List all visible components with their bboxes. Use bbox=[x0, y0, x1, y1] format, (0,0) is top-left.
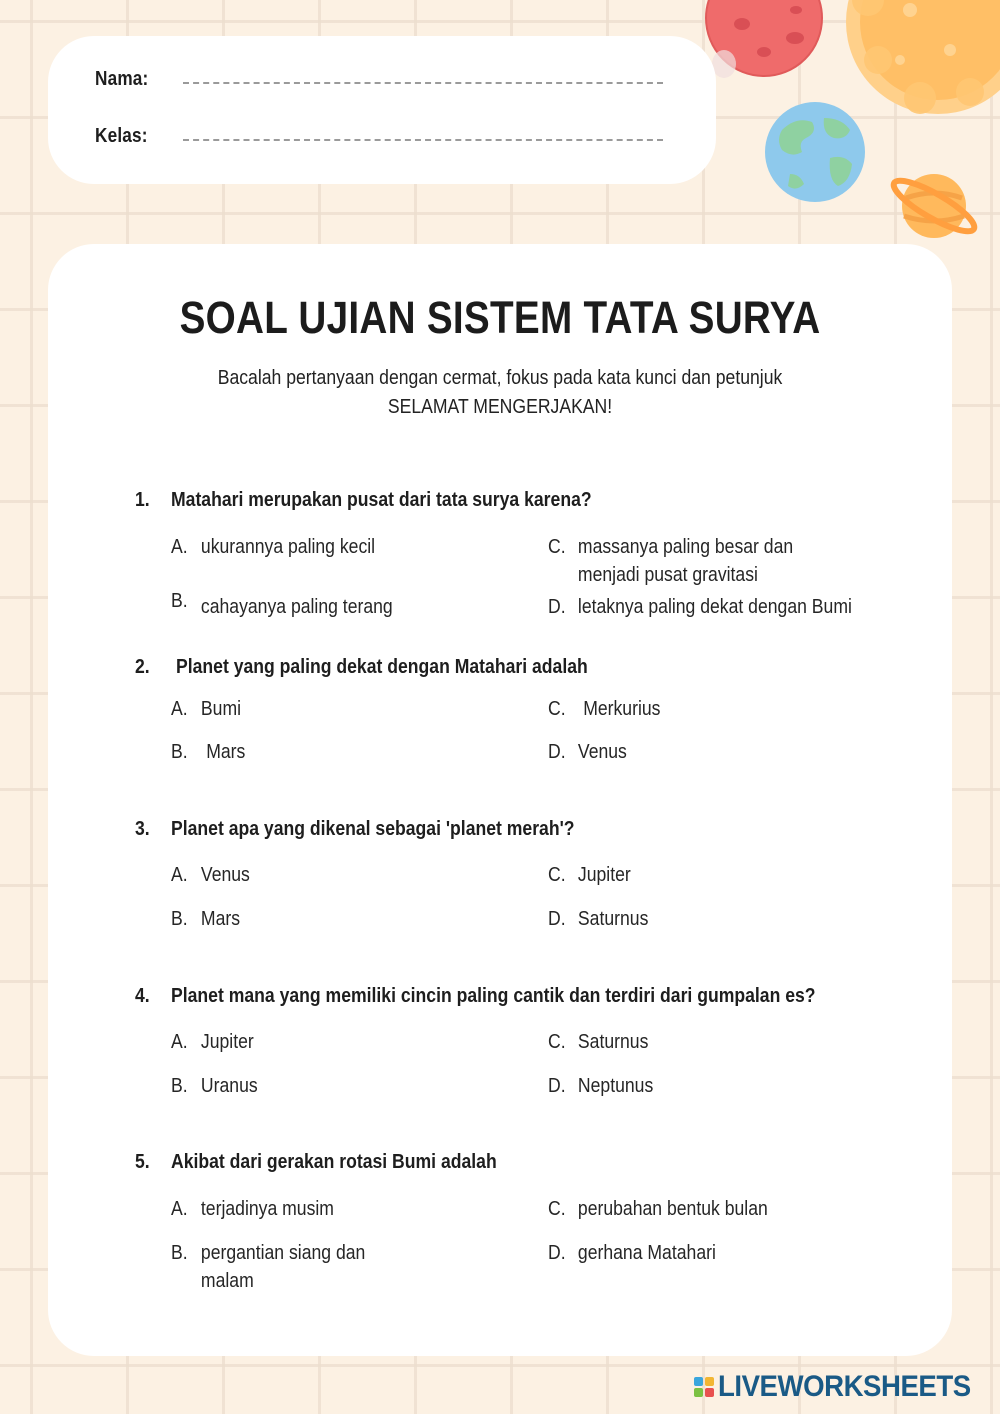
mars-icon bbox=[700, 0, 830, 90]
option-letter: D. bbox=[548, 1075, 566, 1097]
question-3-option-a[interactable] bbox=[171, 864, 250, 887]
option-text: terjadinya musim bbox=[200, 1198, 334, 1220]
option-letter: A. bbox=[171, 536, 188, 558]
option-letter: B. bbox=[171, 590, 188, 612]
option-text: Saturnus bbox=[577, 908, 649, 930]
name-field[interactable] bbox=[183, 82, 663, 84]
option-letter: B. bbox=[171, 1075, 188, 1097]
option-text: Saturnus bbox=[577, 1031, 649, 1053]
greeting-text: SELAMAT MENGERJAKAN! bbox=[387, 396, 613, 418]
earth-icon bbox=[760, 100, 870, 210]
option-text: Uranus bbox=[200, 1075, 258, 1097]
option-text: Bumi bbox=[200, 698, 242, 720]
name-row bbox=[95, 68, 663, 91]
question-5-text: Akibat dari gerakan rotasi Bumi adalah bbox=[171, 1151, 497, 1173]
option-letter: C. bbox=[548, 864, 566, 886]
question-5-number: 5. bbox=[135, 1151, 150, 1173]
option-letter: C. bbox=[548, 1198, 566, 1220]
instruction-text: Bacalah pertanyaan dengan cermat, fokus pada kata kunci dan petunjuk bbox=[217, 367, 783, 389]
question-5-option-c[interactable] bbox=[548, 1198, 768, 1221]
question-4-option-b[interactable] bbox=[171, 1075, 258, 1098]
question-3-option-b[interactable] bbox=[171, 908, 240, 931]
option-text: letaknya paling dekat dengan Bumi bbox=[577, 596, 852, 618]
class-label: Kelas: bbox=[95, 125, 148, 147]
option-letter: D. bbox=[548, 908, 566, 930]
question-5-option-d[interactable] bbox=[548, 1242, 716, 1265]
question-1-option-b[interactable] bbox=[171, 590, 393, 619]
option-letter: C. bbox=[548, 1031, 566, 1053]
option-text: pergantian siang dan malam bbox=[200, 1242, 366, 1292]
option-text: gerhana Matahari bbox=[577, 1242, 716, 1264]
option-text: cahayanya paling terang bbox=[200, 596, 393, 618]
option-letter: B. bbox=[171, 908, 188, 930]
question-2-option-c[interactable] bbox=[548, 698, 660, 721]
option-text: Venus bbox=[200, 864, 250, 886]
question-2-number: 2. bbox=[135, 656, 150, 678]
name-label: Nama: bbox=[95, 68, 149, 90]
question-4-option-a[interactable] bbox=[171, 1031, 254, 1054]
option-text: perubahan bentuk bulan bbox=[577, 1198, 768, 1220]
option-text: massanya paling besar dan menjadi pusat gravitasi bbox=[577, 536, 794, 586]
option-letter: B. bbox=[171, 1242, 188, 1264]
option-letter: C. bbox=[548, 536, 566, 558]
page-title: SOAL UJIAN SISTEM TATA SURYA bbox=[179, 292, 821, 343]
question-1-option-a[interactable] bbox=[171, 536, 375, 559]
question-4-option-c[interactable] bbox=[548, 1031, 648, 1054]
identity-card bbox=[48, 36, 716, 184]
question-5-option-a[interactable] bbox=[171, 1198, 334, 1221]
liveworksheets-logo[interactable] bbox=[694, 1370, 993, 1404]
question-2-text: Planet yang paling dekat dengan Matahari adalah bbox=[176, 656, 588, 678]
option-text: Venus bbox=[577, 741, 627, 763]
question-2-option-d[interactable] bbox=[548, 741, 627, 764]
option-text: Mars bbox=[206, 741, 246, 763]
option-letter: B. bbox=[171, 741, 188, 763]
option-text: Jupiter bbox=[577, 864, 631, 886]
saturn-icon bbox=[888, 160, 983, 255]
question-4-text: Planet mana yang memiliki cincin paling cantik dan terdiri dari gumpalan es? bbox=[171, 985, 816, 1007]
question-1-text: Matahari merupakan pusat dari tata surya karena? bbox=[171, 489, 592, 511]
class-field[interactable] bbox=[183, 139, 663, 141]
option-letter: D. bbox=[548, 741, 566, 763]
option-letter: D. bbox=[548, 1242, 566, 1264]
option-text: Jupiter bbox=[200, 1031, 254, 1053]
question-3-number: 3. bbox=[135, 818, 150, 840]
option-letter: A. bbox=[171, 1198, 188, 1220]
option-text: Merkurius bbox=[583, 698, 661, 720]
question-1-option-d[interactable] bbox=[548, 596, 852, 619]
question-2-option-a[interactable] bbox=[171, 698, 241, 721]
question-3-option-d[interactable] bbox=[548, 908, 648, 931]
option-letter: A. bbox=[171, 864, 188, 886]
option-letter: A. bbox=[171, 1031, 188, 1053]
question-3-option-c[interactable] bbox=[548, 864, 631, 887]
option-letter: D. bbox=[548, 596, 566, 618]
class-row bbox=[95, 125, 663, 148]
question-5-option-b[interactable] bbox=[171, 1239, 400, 1295]
logo-mark-icon bbox=[694, 1377, 714, 1397]
question-1-number: 1. bbox=[135, 489, 150, 511]
option-letter: C. bbox=[548, 698, 566, 720]
option-text: ukurannya paling kecil bbox=[200, 536, 376, 558]
option-text: Mars bbox=[200, 908, 241, 930]
question-3-text: Planet apa yang dikenal sebagai 'planet merah'? bbox=[171, 818, 575, 840]
brand-name: LIVEWORKSHEETS bbox=[718, 1370, 971, 1403]
option-letter: A. bbox=[171, 698, 188, 720]
question-2-option-b[interactable] bbox=[171, 741, 245, 764]
question-4-option-d[interactable] bbox=[548, 1075, 653, 1098]
question-1-option-c[interactable] bbox=[548, 533, 865, 589]
question-4-number: 4. bbox=[135, 985, 150, 1007]
option-text: Neptunus bbox=[577, 1075, 654, 1097]
